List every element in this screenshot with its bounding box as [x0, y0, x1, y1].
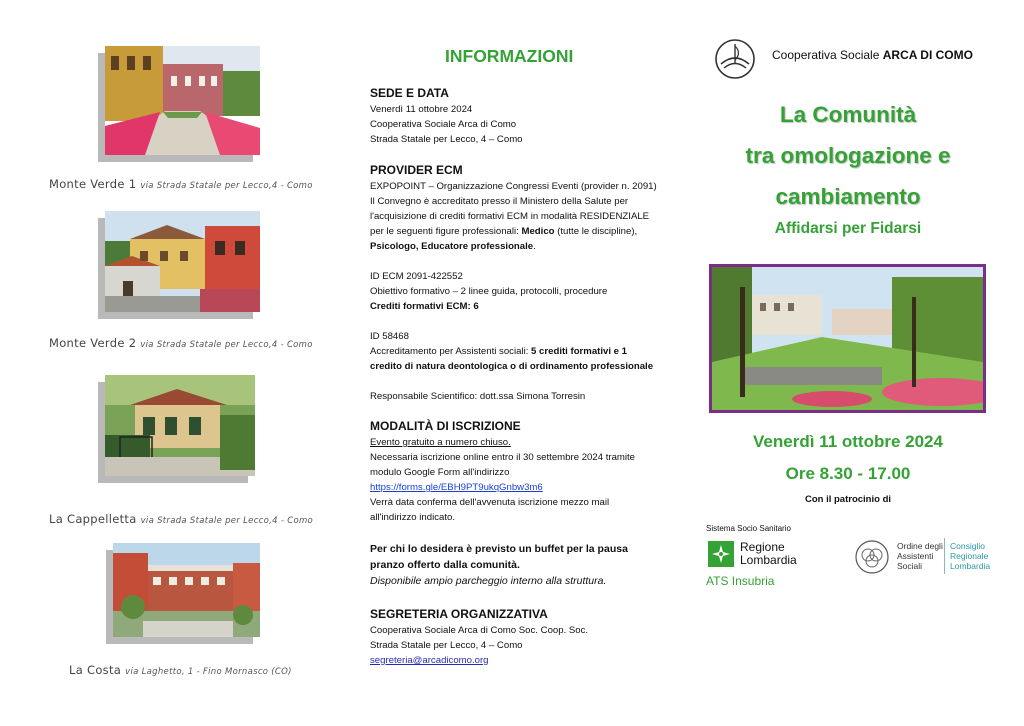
site-name: La Cappelletta — [49, 512, 137, 526]
section-heading: SEDE E DATA — [370, 86, 449, 100]
site-address: via Laghetto, 1 - Fino Mornasco (CO) — [125, 667, 292, 677]
text-line: all'indirizzo indicato. — [370, 512, 456, 523]
text-fragment: (tutte le discipline), — [554, 226, 638, 237]
photo-la-costa — [113, 543, 260, 637]
text-line: Verrà data conferma dell'avvenuta iscrizione mezzo mail — [370, 497, 610, 508]
regione-lombardia-logo-icon — [708, 541, 734, 567]
text-line: Strada Statale per Lecco, 4 – Como — [370, 640, 523, 651]
text-line — [370, 359, 670, 374]
text-bold: Psicologo, Educatore professionale — [370, 241, 534, 252]
consiglio-line: Regionale — [950, 551, 989, 561]
text-line: Necessaria iscrizione online entro il 30 settembre 2024 tramite — [370, 452, 636, 463]
site-caption — [69, 663, 292, 677]
ecm-id: ID ECM 2091-422552 — [370, 271, 463, 282]
text-line — [370, 344, 670, 359]
section-buffet — [370, 541, 670, 589]
main-title-line: cambiamento — [775, 184, 921, 209]
text-line — [370, 557, 670, 573]
divider — [944, 538, 945, 574]
section-iscrizione — [370, 418, 670, 525]
event-date: Venerdì 11 ottobre 2024 — [753, 432, 943, 451]
section-provider — [370, 162, 670, 404]
text-line: modulo Google Form all'indirizzo — [370, 467, 510, 478]
text-fragment: . — [533, 241, 536, 252]
text-bold: Crediti formativi ECM: 6 — [370, 301, 479, 312]
obiettivo-formativo: Obiettivo formativo – 2 linee guida, protocolli, procedure — [370, 286, 608, 297]
section-heading: SEGRETERIA ORGANIZZATIVA — [370, 607, 548, 621]
coop-name-bold: ARCA DI COMO — [882, 48, 973, 62]
coop-name — [772, 48, 973, 62]
hero-photo — [709, 264, 986, 413]
coop-prefix: Cooperativa Sociale — [772, 48, 883, 62]
text-bold: 5 crediti formativi e 1 — [531, 346, 628, 357]
site-address: via Strada Statale per Lecco,4 - Como — [140, 181, 313, 191]
site-caption — [49, 336, 313, 350]
text-line — [370, 541, 670, 557]
text-line: Disponibile ampio parcheggio interno alla struttura. — [370, 575, 607, 587]
main-title-line: La Comunità — [779, 102, 917, 127]
site-name: Monte Verde 1 — [49, 177, 137, 191]
text-line: Cooperativa Sociale Arca di Como Soc. Coop. Soc. — [370, 625, 589, 636]
section-segreteria — [370, 606, 670, 668]
ats-insubria: ATS Insubria — [706, 574, 775, 588]
photo-monte-verde-2 — [105, 211, 260, 312]
event-time: Ore 8.30 - 17.00 — [785, 464, 911, 483]
text-bold: Medico — [521, 226, 555, 237]
segreteria-email-link[interactable]: segreteria@arcadicomo.org — [370, 655, 489, 666]
consiglio-line: Lombardia — [950, 561, 991, 571]
text-line — [370, 224, 670, 239]
regione-lombardia-text — [740, 541, 797, 567]
subtitle: Affidarsi per Fidarsi — [774, 220, 922, 237]
info-title: INFORMAZIONI — [445, 46, 574, 66]
photo-la-cappelletta — [105, 375, 255, 476]
regione-line: Lombardia — [740, 553, 797, 567]
main-title-line: tra omologazione e — [745, 143, 951, 168]
section-sede — [370, 85, 670, 147]
text-fragment: per le seguenti figure professionali: — [370, 226, 522, 237]
text-bold: Per chi lo desidera è previsto un buffet per la pausa — [370, 543, 628, 555]
site-address: via Strada Statale per Lecco,4 - Como — [140, 516, 314, 526]
site-name: La Costa — [69, 663, 122, 677]
site-caption — [49, 512, 313, 526]
arca-logo-icon — [714, 38, 756, 80]
text-line: Il Convegno è accreditato presso il Ministero della Salute per — [370, 196, 629, 207]
sistema-socio-sanitario: Sistema Socio Sanitario — [706, 524, 791, 533]
site-name: Monte Verde 2 — [49, 336, 137, 350]
section-heading: PROVIDER ECM — [370, 163, 463, 177]
ordine-line: Sociali — [897, 561, 923, 571]
site-caption — [49, 177, 313, 191]
text-line: Cooperativa Sociale Arca di Como — [370, 119, 517, 130]
text-line: l'acquisizione di crediti formativi ECM in modalità RESIDENZIALE — [370, 211, 650, 222]
text-bold: pranzo offerto dalla comunità. — [370, 559, 520, 571]
patrocinio-label: Con il patrocinio di — [804, 494, 892, 505]
text-bold: credito di natura deontologica o di ordinamento professionale — [370, 361, 654, 372]
ordine-line: Assistenti — [897, 551, 934, 561]
text-line: Venerdì 11 ottobre 2024 — [370, 104, 473, 115]
evento-gratuito: Evento gratuito a numero chiuso. — [370, 437, 511, 448]
ordine-text — [897, 541, 943, 571]
responsabile: Responsabile Scientifico: dott.ssa Simona Torresin — [370, 391, 586, 402]
ordine-assistenti-sociali-logo-icon — [854, 539, 890, 575]
consiglio-line: Consiglio — [950, 541, 985, 551]
id-line: ID 58468 — [370, 331, 409, 342]
text-line: EXPOPOINT – Organizzazione Congressi Eventi (provider n. 2091) — [370, 181, 657, 192]
text-fragment: Accreditamento per Assistenti sociali: — [370, 346, 532, 357]
site-address: via Strada Statale per Lecco,4 - Como — [140, 340, 313, 350]
google-form-link[interactable]: https://forms.gle/EBH9PT9ukqGnbw3m6 — [370, 482, 543, 493]
ordine-line: Ordine degli — [897, 541, 943, 551]
text-line — [370, 239, 670, 254]
section-heading: MODALITÀ DI ISCRIZIONE — [370, 419, 521, 433]
consiglio-regionale-text — [950, 541, 990, 571]
text-line: Strada Statale per Lecco, 4 – Como — [370, 134, 523, 145]
regione-line: Regione — [740, 540, 785, 554]
photo-monte-verde-1 — [105, 46, 260, 155]
crediti-ecm — [370, 299, 670, 314]
